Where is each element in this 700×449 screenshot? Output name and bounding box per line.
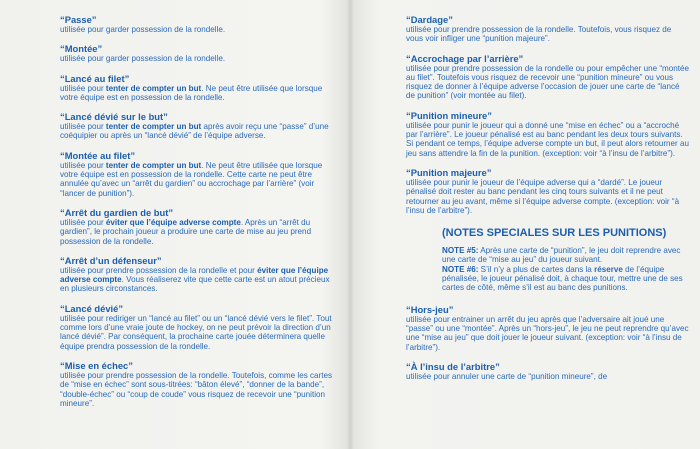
entry-term: “Punition majeure” (406, 166, 492, 178)
text-run: . Vous réaliserez vite que cette carte est un atout précieux en plusieurs circonstances. (60, 275, 330, 294)
text-run: utilisée pour (60, 160, 106, 170)
glossary-entry (60, 255, 340, 294)
note-item (442, 246, 690, 265)
glossary-entry (60, 150, 340, 198)
glossary-entry (60, 73, 340, 103)
right-glossary-bottom (406, 304, 690, 381)
entry-definition (406, 315, 690, 352)
text-run: . Après un “arrêt du gardien”, le prochain joueur a produire une carte de mise au jeu prend possession de la rondelle. (60, 217, 312, 246)
entry-definition (60, 122, 340, 141)
entry-term: “Lancé dévié sur le but” (60, 111, 168, 123)
text-run: après avoir reçu une “passe” d’une coéquipier ou après un “lancé dévié” de l’équipe adverse. (60, 122, 329, 141)
emphasis-run: tenter de compter un but (105, 83, 202, 93)
glossary-entry (406, 361, 690, 381)
special-notes (442, 246, 690, 292)
text-run: utilisée pour punir le joueur de l’équipe adverse qui a “dardé”. Le joueur pénalisé doit rester au banc pendant les cinq tours suivants et il ne peut retourner au jeu avant, même si l’équipe adverse compte. (exception: voir “à l’insu de l’arbitre”). (406, 177, 680, 215)
glossary-entry (406, 110, 690, 158)
note-label: NOTE #5: (442, 246, 479, 256)
section-heading: (NOTES SPECIALES SUR LES PUNITIONS) (442, 227, 667, 240)
entry-term: “Accrochage par l’arrière” (406, 52, 524, 64)
note-item (442, 265, 690, 293)
entry-definition (60, 371, 340, 408)
emphasis-run: éviter que l’équipe adverse compte (60, 265, 329, 285)
glossary-entry (406, 304, 690, 352)
text-run: utilisée pour garder possession de la rondelle. (60, 25, 226, 34)
entry-definition (60, 54, 340, 63)
text-run: utilisée pour annuler une carte de “punition mineure”, de (406, 371, 608, 381)
text-run: utilisée pour prendre possession de la rondelle et pour (60, 265, 258, 275)
entry-definition (60, 218, 340, 246)
entry-term: “Montée” (60, 43, 103, 55)
entry-definition (406, 25, 690, 44)
glossary-entry (60, 111, 340, 141)
entry-definition (60, 314, 340, 351)
glossary-entry (60, 360, 340, 408)
entry-definition (60, 25, 340, 34)
text-run: utilisée pour (60, 83, 106, 93)
entry-definition (406, 121, 690, 158)
text-run: utilisée pour prendre possession de la rondelle ou pour empêcher une “montée au filet”. Toutefois vous risquez de recevoir une “punition mineure” ou vous risquez de donner à l’équipe adverse l’occasion de jouer une carte de “lancé de punition” (voir montée au filet). (406, 63, 690, 101)
text-run: utilisée pour punir le joueur qui a donné une “mise en échec” ou a “accroché par l’arrière”. Le joueur pénalisé est au banc pendant les deux tours suivants. Si pendant ce temps, l’équipe adverse compte un but, il peut alors retourner au jeu sans attendre la fin de la punition. (exception: voir “à l’insu de l’arbitre”). (406, 120, 690, 158)
text-run: utilisée pour rediriger un “lancé au filet” ou un “lancé dévié vers le filet”. Tout comme lors d’une vraie joute de hockey, on ne peut prévoir la direction d’un lancé dévié”. Par conséquent, la prochaine carte jouée déterminera quelle équipe prendra possession de la rondelle. (60, 313, 332, 351)
entry-term: “Lancé au filet” (60, 72, 130, 84)
entry-definition (406, 178, 690, 215)
entry-term: “Lancé dévié” (60, 302, 124, 314)
entry-term: “Arrêt du gardien de but” (60, 206, 174, 218)
entry-term: “Arrêt d’un défenseur” (60, 254, 162, 266)
text-run: Après une carte de “punition”, le jeu doit reprendre avec une carte de “mise au jeu” du joueur suivant. (442, 246, 681, 265)
entry-term: “Passe” (60, 14, 97, 25)
entry-definition (406, 372, 690, 381)
glossary-entry (60, 43, 340, 63)
text-run: utilisée pour (60, 122, 106, 132)
text-run: utilisée pour prendre possession de la rondelle. Toutefois, comme les cartes de “mise en échec” sont sous-titrées: “bâton élevé”, “donner de la bande”, “double-échec” ou “coup de coude” vous risquez de recevoir une “punition mineure”. (60, 370, 333, 408)
text-run: . Ne peut être utilisée que lorsque votre équipe est en possession de la rondelle. Cette carte ne peut être annulée qu’avec un “arrêt du gardien” ou accrochage par l’arrière” (voir “lancer de punition”). (60, 160, 323, 198)
emphasis-run: tenter de compter un but (105, 122, 202, 132)
entry-definition (60, 266, 340, 294)
emphasis-run: réserve (594, 264, 623, 274)
glossary-entry (60, 14, 340, 34)
emphasis-run: éviter que l’équipe adverse compte (105, 217, 241, 227)
glossary-entry (60, 303, 340, 351)
left-glossary (60, 14, 340, 417)
entry-term: “Montée au filet” (60, 149, 136, 161)
glossary-entry (406, 14, 690, 44)
text-run: de l’équipe pénalisée, le joueur pénalisé doit, à chaque tour, mettre une de ses cartes de côté, même s’il est au banc des punitions. (442, 264, 683, 293)
text-run: . Ne peut être utilisée que lorsque votre équipe est en possession de la rondelle. (60, 83, 323, 102)
entry-term: “À l’insu de l’arbitre” (406, 360, 500, 372)
text-run: utilisée pour prendre possession de la rondelle. Toutefois, vous risquez de vous voir infliger une “punition majeure”. (406, 25, 672, 44)
entry-term: “Punition mineure” (406, 109, 492, 121)
right-column (406, 14, 690, 390)
right-page (350, 0, 700, 449)
entry-definition (406, 64, 690, 101)
entry-term: “Hors-jeu” (406, 303, 454, 315)
text-run: utilisée pour entrainer un arrêt du jeu après que l’adversaire ait joué une “passe” ou une “montée”. Après un “hors-jeu”, le jeu ne peut reprendre qu’avec une “mise au jeu” que doit jouer le joueur suivant. (exception: voir “à l’insu de l’arbitre”). (406, 314, 689, 352)
text-run: utilisée pour garder possession de la rondelle. (60, 54, 226, 64)
note-label: NOTE #6: (442, 264, 479, 274)
glossary-entry (406, 53, 690, 101)
glossary-entry (60, 207, 340, 246)
entry-term: “Dardage” (406, 14, 453, 25)
entry-term: “Mise en échec” (60, 359, 133, 371)
entry-definition (60, 84, 340, 103)
right-glossary-top (406, 14, 690, 215)
glossary-entry (406, 167, 690, 215)
emphasis-run: tenter de compter un but (105, 160, 202, 170)
entry-definition (60, 161, 340, 198)
text-run: utilisée pour (60, 217, 106, 227)
text-run: S’il n’y a plus de cartes dans la (478, 264, 595, 274)
